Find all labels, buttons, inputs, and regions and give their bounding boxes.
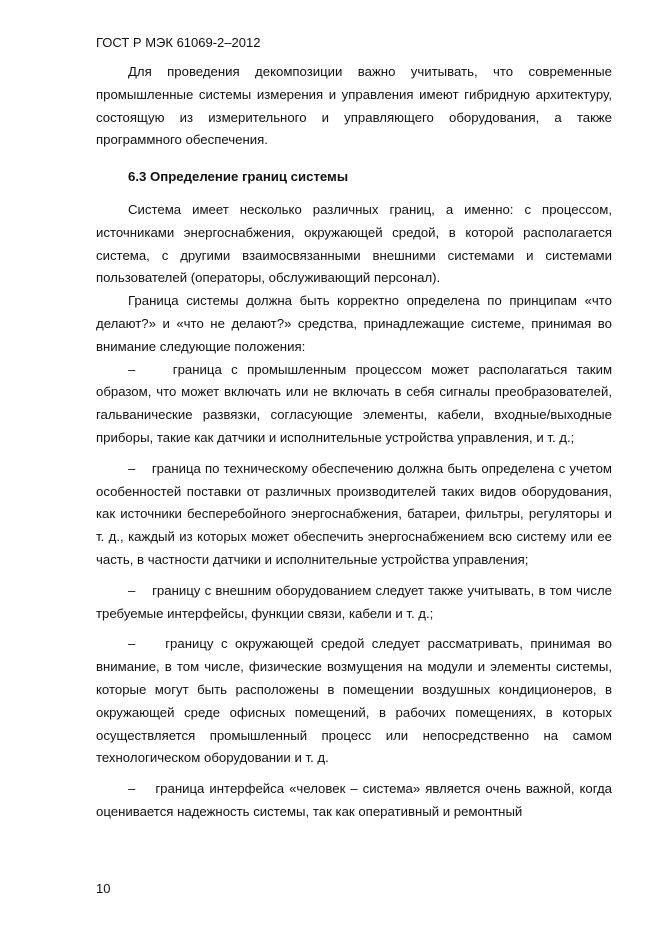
list-item-text: границу с окружающей средой следует рассматривать, принимая во внимание, в том числе, физические возмущения на модули и элементы системы, которые могут быть расположены в помещении воздушных кондиционеров, в окружающей среде офисных помещений, в рабочих помещениях, в которых осуществляется промышленный процесс или непосредственно на самом технологическом оборудовании и т. д. <box>96 636 613 766</box>
list-item <box>96 633 612 770</box>
section-number: 6.3 <box>128 169 147 185</box>
section-heading <box>96 166 612 189</box>
list-item-text: граница интерфейса «человек – система» является очень важной, когда оценивается надежность системы, так как оперативный и ремонтный <box>96 781 612 819</box>
section-paragraph: Система имеет несколько различных границ, а именно: с процессом, источниками энергоснабжения, окружающей средой, в которой располагается система, с другими взаимосвязанными внешними системами и системами пользователей (операторы, обслуживающий персонал). <box>96 201 612 286</box>
list-marker: – <box>128 361 136 377</box>
list-marker: – <box>128 636 136 652</box>
section-paragraph: Граница системы должна быть корректно определена по принципам «что делают?» и «что не делают?» средства, принадлежащие системе, принимая во внимание следующие положения: <box>96 293 612 354</box>
list-item <box>96 359 612 450</box>
list-item-text: граница с промышленным процессом может располагаться таким образом, что может включать или не включать в себя сигналы преобразователей, гальванические развязки, согласующие элементы, кабели, входные/выходные приборы, такие как датчики и исполнительные устройства управления, и т. д.; <box>96 361 613 445</box>
list-item <box>96 778 612 824</box>
section-title: Определение границ системы <box>150 169 349 185</box>
list-item <box>96 458 612 572</box>
document-header: ГОСТ Р МЭК 61069-2–2012 <box>96 35 261 50</box>
list-marker: – <box>128 582 136 598</box>
document-body <box>96 61 612 824</box>
page-number: 10 <box>96 881 111 896</box>
intro-paragraph: Для проведения декомпозиции важно учитывать, что современные промышленные системы измерения и управления имеют гибридную архитектуру, состоящую из измерительного и управляющего оборудования, а также программного обеспечения. <box>96 64 612 148</box>
list-marker: – <box>128 781 136 797</box>
list-item-text: граница по техническому обеспечению должна быть определена с учетом особенностей поставки от различных производителей таких видов оборудования, как источники бесперебойного энергоснабжения, батареи, фильтры, регуляторы и т. д., каждый из которых может обеспечить энергоснабжением всю систему или ее часть, в частности датчики и исполнительные устройства управления; <box>96 460 612 567</box>
list-item-text: границу с внешним оборудованием следует также учитывать, в том числе требуемые интерфейсы, функции связи, кабели и т. д.; <box>96 582 613 621</box>
list-marker: – <box>128 460 136 476</box>
list-item <box>96 580 612 626</box>
